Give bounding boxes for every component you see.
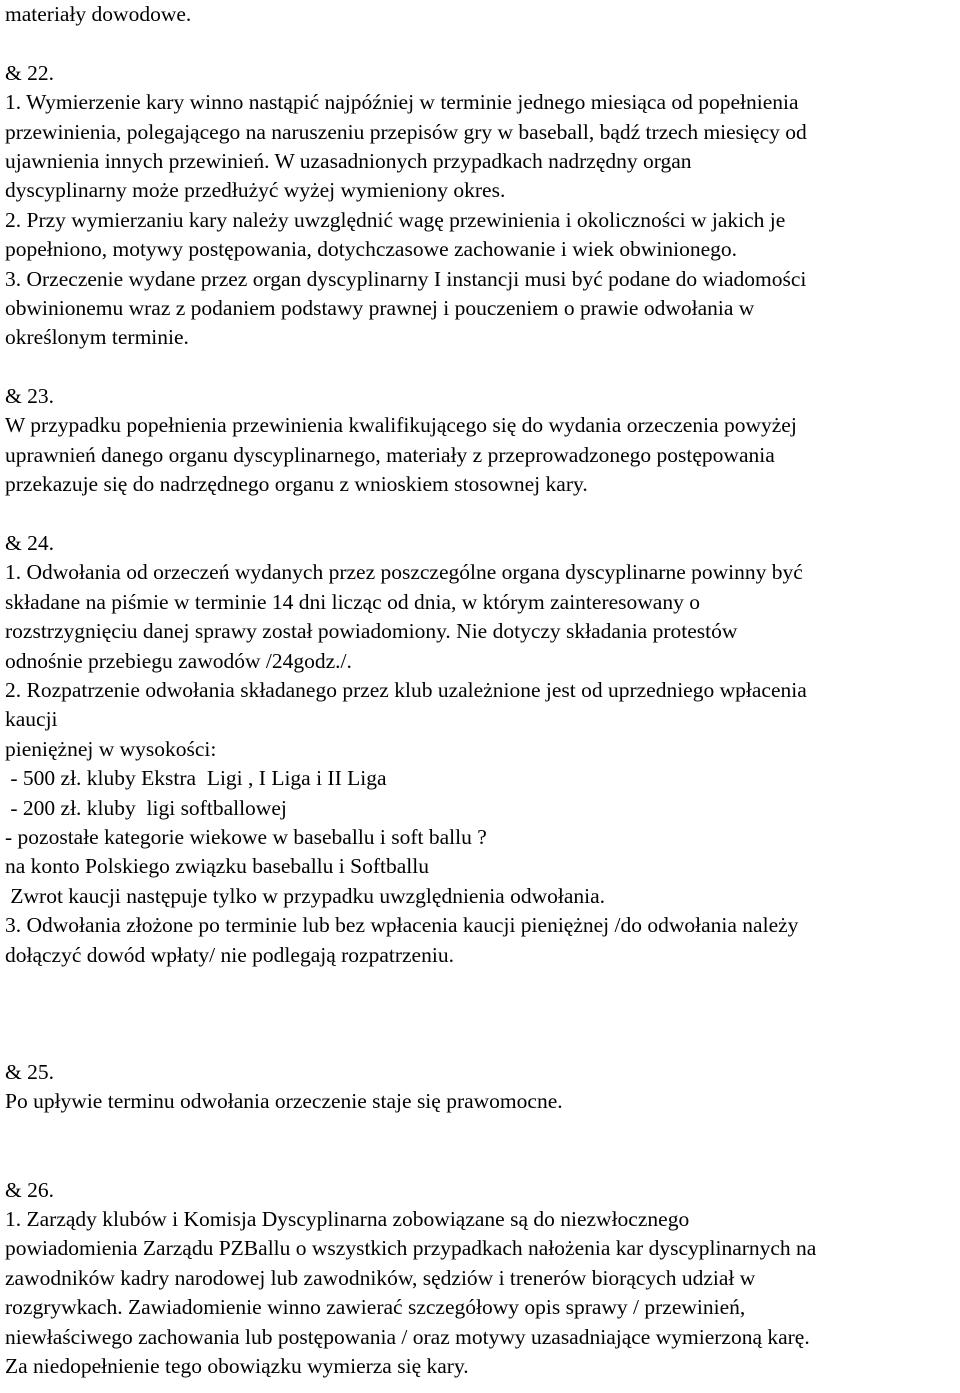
document-page: [5, 0, 955, 1381]
section-25-heading: & 25.: [5, 1060, 54, 1085]
section-24-line: dołączyć dowód wpłaty/ nie podlegają rozpatrzeniu.: [5, 942, 454, 967]
section-26-line: powiadomienia Zarządu PZBallu o wszystkich przypadkach nałożenia kar dyscyplinarnych na: [5, 1236, 817, 1261]
section-25-line: Po upływie terminu odwołania orzeczenie staje się prawomocne.: [5, 1089, 563, 1114]
section-26-line: niewłaściwego zachowania lub postępowania / oraz motywy uzasadniające wymierzoną karę.: [5, 1324, 810, 1349]
section-23-heading: & 23.: [5, 384, 54, 409]
section-22-line: obwinionemu wraz z podaniem podstawy prawnej i pouczeniem o prawie odwołania w: [5, 295, 755, 320]
section-22-line: popełniono, motywy postępowania, dotychczasowe zachowanie i wiek obwinionego.: [5, 237, 738, 262]
section-24-line: 3. Odwołania złożone po terminie lub bez wpłacenia kaucji pieniężnej /do odwołania należy: [5, 913, 799, 938]
section-24-line: kaucji: [5, 707, 58, 732]
section-23-line: przekazuje się do nadrzędnego organu z wnioskiem stosownej kary.: [5, 472, 588, 497]
spacer: [5, 29, 955, 58]
spacer: [5, 500, 955, 529]
section-26-line: rozgrywkach. Zawiadomienie winno zawierać szczegółowy opis sprawy / przewinień,: [5, 1295, 746, 1320]
section-24-heading: & 24.: [5, 531, 54, 556]
section-22-line: przewinienia, polegającego na naruszeniu przepisów gry w baseball, bądź trzech miesięcy od: [5, 119, 807, 144]
spacer: [5, 353, 955, 382]
section-24-line: 2. Rozpatrzenie odwołania składanego przez klub uzależnione jest od uprzedniego wpłacenia: [5, 677, 807, 702]
section-24-line: pieniężnej w wysokości:: [5, 736, 217, 761]
section-24-line: odnośnie przebiegu zawodów /24godz./.: [5, 648, 352, 673]
section-24-line: - pozostałe kategorie wiekowe w baseballu i soft ballu ?: [5, 824, 487, 849]
section-22-line: 3. Orzeczenie wydane przez organ dyscyplinarny I instancji musi być podane do wiadomości: [5, 266, 807, 291]
section-24-line: 1. Odwołania od orzeczeń wydanych przez poszczególne organa dyscyplinarne powinny być: [5, 560, 803, 585]
section-22-heading: & 22.: [5, 60, 54, 85]
spacer: [5, 1146, 955, 1175]
spacer: [5, 1117, 955, 1146]
section-26-line: Za niedopełnienie tego obowiązku wymierza się kary.: [5, 1353, 469, 1378]
section-23-line: W przypadku popełnienia przewinienia kwalifikującego się do wydania orzeczenia powyżej: [5, 413, 797, 438]
section-22-line: 1. Wymierzenie kary winno nastąpić najpóźniej w terminie jednego miesiąca od popełnienia: [5, 90, 799, 115]
intro-line: materiały dowodowe.: [5, 2, 192, 26]
section-24-line: składane na piśmie w terminie 14 dni licząc od dnia, w którym zainteresowany o: [5, 589, 700, 614]
section-24-line: rozstrzygnięciu danej sprawy został powiadomiony. Nie dotyczy składania protestów: [5, 619, 738, 644]
section-23-line: uprawnień danego organu dyscyplinarnego, materiały z przeprowadzonego postępowania: [5, 442, 775, 467]
section-26-heading: & 26.: [5, 1177, 54, 1202]
section-22-line: 2. Przy wymierzaniu kary należy uwzględnić wagę przewinienia i okoliczności w jakich je: [5, 207, 786, 232]
section-24-line: - 500 zł. kluby Ekstra Ligi , I Liga i II Liga: [5, 766, 387, 791]
section-24-line: Zwrot kaucji następuje tylko w przypadku uwzględnienia odwołania.: [5, 883, 606, 908]
section-22-line: ujawnienia innych przewinień. W uzasadnionych przypadkach nadrzędny organ: [5, 148, 692, 173]
section-24-line: na konto Polskiego związku baseballu i Softballu: [5, 854, 429, 879]
section-26-line: zawodników kadry narodowej lub zawodników, sędziów i trenerów biorących udział w: [5, 1265, 756, 1290]
spacer: [5, 970, 955, 1058]
section-22-line: określonym terminie.: [5, 325, 189, 350]
section-26-line: 1. Zarządy klubów i Komisja Dyscyplinarna zobowiązane są do niezwłocznego: [5, 1207, 690, 1232]
section-22-line: dyscyplinarny może przedłużyć wyżej wymieniony okres.: [5, 178, 506, 203]
section-24-line: - 200 zł. kluby ligi softballowej: [5, 795, 287, 820]
